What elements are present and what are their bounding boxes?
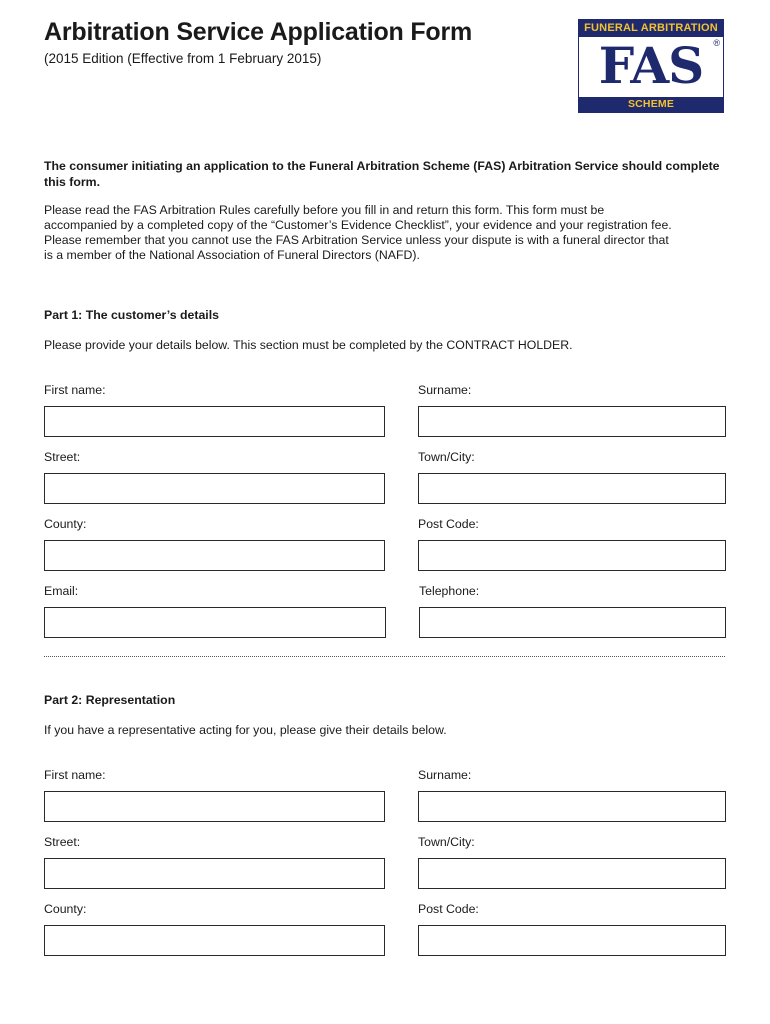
part1-email-field[interactable] <box>44 607 386 638</box>
part1-first-name-field[interactable] <box>44 406 385 437</box>
intro-line: Please read the FAS Arbitration Rules carefully before you fill in and return this form. This form must be <box>44 203 605 217</box>
part2-post-code-field[interactable] <box>418 925 726 956</box>
part1-surname-label: Surname: <box>418 383 472 397</box>
registered-mark-icon: ® <box>713 38 720 48</box>
part1-post-code-field[interactable] <box>418 540 726 571</box>
edition-subtitle: (2015 Edition (Effective from 1 February 2015) <box>44 51 322 66</box>
intro-line: Please remember that you cannot use the FAS Arbitration Service unless your dispute is with a funeral director that <box>44 233 669 247</box>
part2-surname-label: Surname: <box>418 768 472 782</box>
part1-county-field[interactable] <box>44 540 385 571</box>
logo-top-band: FUNERAL ARBITRATION <box>579 20 723 37</box>
fas-logo <box>578 19 724 113</box>
logo-fas-letters: FAS <box>598 36 704 95</box>
part1-surname-field[interactable] <box>418 406 726 437</box>
part1-telephone-field[interactable] <box>419 607 726 638</box>
part1-town-city-field[interactable] <box>418 473 726 504</box>
part2-town-city-field[interactable] <box>418 858 726 889</box>
part2-street-field[interactable] <box>44 858 385 889</box>
intro-line: is a member of the National Association of Funeral Directors (NAFD). <box>44 248 420 262</box>
part2-surname-field[interactable] <box>418 791 726 822</box>
part2-town-city-label: Town/City: <box>418 835 475 849</box>
part1-street-label: Street: <box>44 450 81 464</box>
part2-county-label: County: <box>44 902 87 916</box>
part1-street-field[interactable] <box>44 473 385 504</box>
part2-street-label: Street: <box>44 835 81 849</box>
part1-title: Part 1: The customer’s details <box>44 308 219 322</box>
part1-description: Please provide your details below. This section must be completed by the CONTRACT HOLDER. <box>44 338 573 352</box>
part1-post-code-label: Post Code: <box>418 517 479 531</box>
part1-telephone-label: Telephone: <box>419 584 480 598</box>
part2-first-name-field[interactable] <box>44 791 385 822</box>
part2-description: If you have a representative acting for you, please give their details below. <box>44 723 447 737</box>
part1-email-label: Email: <box>44 584 79 598</box>
logo-bottom-band: SCHEME <box>579 97 723 112</box>
part2-county-field[interactable] <box>44 925 385 956</box>
part2-first-name-label: First name: <box>44 768 106 782</box>
intro-line: accompanied by a completed copy of the “Customer’s Evidence Checklist”, your evidence and your registration fee. <box>44 218 672 232</box>
intro-heading: The consumer initiating an application to the Funeral Arbitration Scheme (FAS) Arbitration Service should complete this form. <box>44 159 720 189</box>
part2-post-code-label: Post Code: <box>418 902 479 916</box>
section-divider <box>44 656 725 657</box>
part1-first-name-label: First name: <box>44 383 106 397</box>
page-title: Arbitration Service Application Form <box>44 18 473 46</box>
part2-title: Part 2: Representation <box>44 693 176 707</box>
intro-paragraph <box>44 203 734 263</box>
part1-town-city-label: Town/City: <box>418 450 475 464</box>
part1-county-label: County: <box>44 517 87 531</box>
